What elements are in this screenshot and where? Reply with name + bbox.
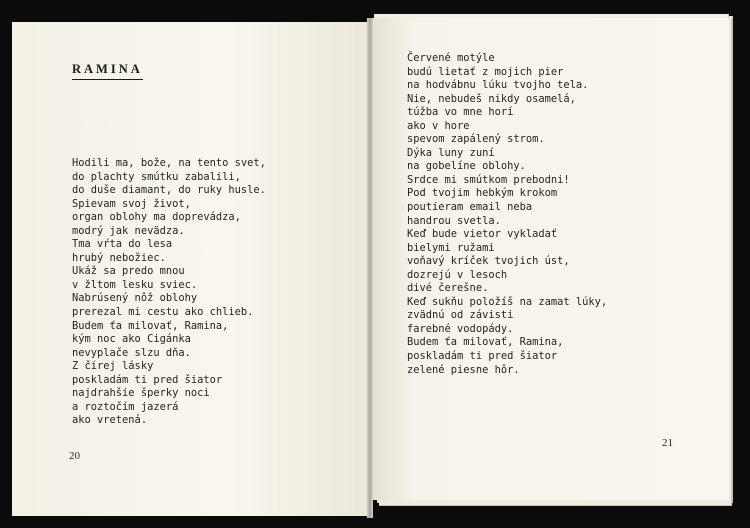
poem-line: Ukáž sa predo mnou (72, 265, 185, 278)
poem-line: zvädnú od závisti (407, 309, 514, 322)
book-spine (367, 18, 373, 518)
poem-line: spevom zapálený strom. (407, 133, 545, 146)
poem-line: budú lietať z mojich pier (407, 65, 564, 78)
poem-text-right (407, 52, 607, 377)
poem-line: Nabrúsený nôž oblohy (72, 292, 198, 305)
poem-line: Keď sukňu položíš na zamat lúky, (407, 295, 608, 308)
poem-line: Budem ťa milovať, Ramina, (407, 336, 564, 349)
poem-title: RAMINA (72, 62, 143, 80)
poem-line: a roztočím jazerá (72, 400, 179, 413)
poem-line: Dýka luny zuní (407, 146, 495, 159)
poem-text-left (72, 157, 266, 428)
page-number-right: 21 (662, 437, 673, 449)
poem-line: do duše diamant, do ruky husle. (72, 184, 266, 197)
poem-line: poskladám ti pred šiator (72, 373, 223, 386)
poem-line: Keď bude vietor vykladať (407, 228, 558, 241)
poem-line: zelené piesne hôr. (407, 363, 520, 376)
poem-line: Červené motýle (407, 52, 495, 64)
poem-line: Spievam svoj život, (72, 197, 191, 210)
poem-line: prerezal mi cestu ako chlieb. (72, 306, 254, 319)
poem-line: organ oblohy ma doprevádza, (72, 211, 241, 224)
poem-line: hrubý nebožiec. (72, 251, 166, 264)
poem-line: farebné vodopády. (407, 322, 514, 335)
poem-line: bielymi ružami (407, 241, 495, 254)
poem-line: Z čírej lásky (72, 360, 154, 373)
poem-line: túžba vo mne horí (407, 106, 514, 119)
poem-line: ako vretená. (72, 414, 148, 427)
poem-line: Budem ťa milovať, Ramina, (72, 319, 229, 332)
poem-line: v žltom lesku sviec. (72, 278, 198, 291)
page-number-left: 20 (69, 450, 80, 462)
poem-line: poutieram email neba (407, 201, 533, 214)
poem-line: Nie, nebudeš nikdy osamelá, (407, 92, 576, 105)
poem-line: Srdce mi smútkom prebodni! (407, 173, 570, 186)
poem-line: ako v hore (407, 119, 470, 132)
poem-line: modrý jak nevädza. (72, 224, 185, 237)
poem-line: handrou svetla. (407, 214, 501, 227)
poem-line: Tma vŕta do lesa (72, 238, 173, 251)
poem-line: kým noc ako Cigánka (72, 333, 191, 346)
poem-line: divé čerešne. (407, 282, 489, 295)
poem-line: poskladám ti pred šiator (407, 350, 558, 363)
poem-line: najdrahšie šperky noci (72, 387, 210, 400)
poem-line: nevyplače slzu dňa. (72, 346, 191, 359)
poem-line: Pod tvojim hebkým krokom (407, 187, 558, 200)
poem-line: do plachty smútku zabalili, (72, 170, 241, 183)
poem-line: dozrejú v lesoch (407, 268, 508, 281)
poem-line: na hodvábnu lúku tvojho tela. (407, 79, 589, 92)
poem-line: Hodili ma, bože, na tento svet, (72, 157, 266, 169)
poem-line: na gobelíne oblohy. (407, 160, 526, 173)
poem-line: voňavý kríček tvojich úst, (407, 255, 570, 268)
